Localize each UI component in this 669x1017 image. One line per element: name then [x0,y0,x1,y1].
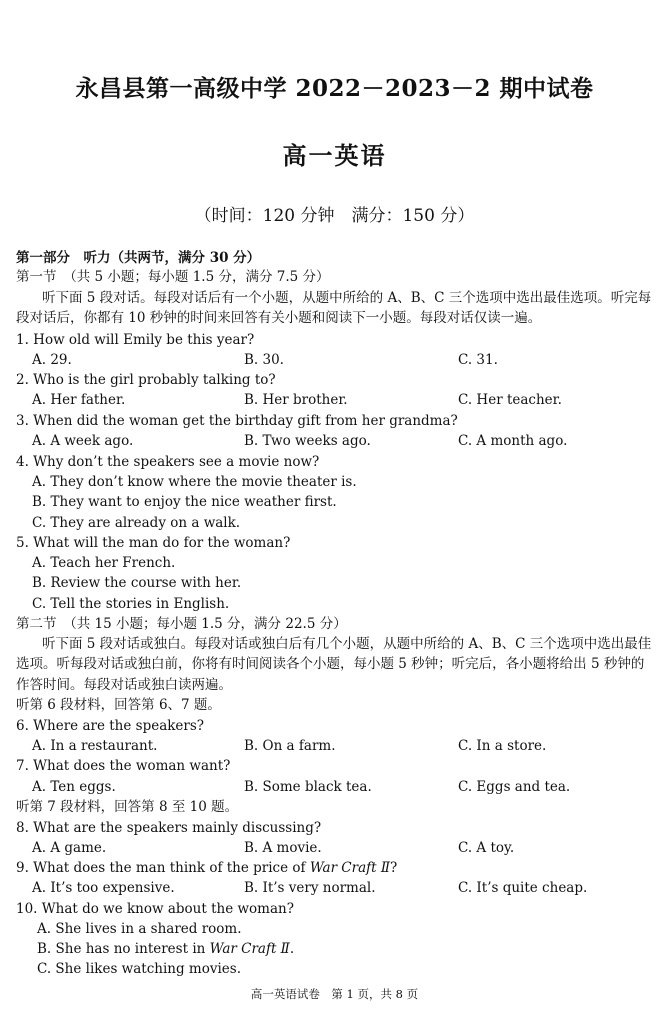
question-10: 10. What do we know about the woman? [16,901,294,917]
question-2: 2. Who is the girl probably talking to? [16,372,276,388]
option-3c: C. A month ago. [458,433,568,449]
question-7: 7. What does the woman want? [16,758,231,774]
option-7c: C. Eggs and tea. [458,779,571,795]
question-4: 4. Why don’t the speakers see a movie now? [16,454,320,470]
option-4a: A. They don’t know where the movie theater is. [32,474,357,490]
option-7b: B. Some black tea. [244,779,372,795]
option-1b: B. 30. [244,352,284,368]
option-4b: B. They want to enjoy the nice weather first. [32,494,337,510]
option-5b: B. Review the course with her. [32,575,242,591]
question-6: 6. Where are the speakers? [16,718,205,734]
option-3a: A. A week ago. [32,433,134,449]
option-7a: A. Ten eggs. [32,779,116,795]
option-2b: B. Her brother. [244,392,348,408]
exam-title: 永昌县第一高级中学 2022－2023－2 期中试卷 [75,75,594,102]
option-10b-text: B. She has no interest in [37,941,210,957]
option-6b: B. On a farm. [244,738,336,754]
time-info: （时间：120 分钟 满分：150 分） [194,206,475,226]
question-9-end: ? [390,860,398,876]
question-1: 1. How old will Emily be this year? [16,332,255,348]
question-9 [16,858,397,878]
question-3: 3. When did the woman get the birthday gift from her grandma? [16,413,458,429]
option-9b: B. It’s very normal. [244,880,376,896]
option-1c: C. 31. [458,352,498,368]
option-6c: C. In a store. [458,738,547,754]
option-10c: C. She likes watching movies. [37,961,241,977]
option-9c: C. It’s quite cheap. [458,880,588,896]
section1-heading: 第一节 （共 5 小题；每小题 1.5 分，满分 7.5 分） [16,269,330,285]
section2-instructions: 听下面 5 段对话或独白。每段对话或独白后有几个小题，从题中所给的 A、B、C 三个选项中选出最佳选项。听每段对话或独白前，你将有时间阅读各个小题，每小题 5 秒钟；听完后，各小题将给出 5 秒钟的作答时间。每段对话或独白读两遍。 [16,636,652,693]
part1-heading: 第一部分 听力（共两节，满分 30 分） [16,250,261,266]
material-7-note: 听第 7 段材料，回答第 8 至 10 题。 [16,799,239,815]
page-footer: 高一英语试卷 第 1 页，共 8 页 [250,987,419,1001]
subject-title: 高一英语 [282,141,387,170]
option-5a: A. Teach her French. [32,555,176,571]
question-8: 8. What are the speakers mainly discussing? [16,820,322,836]
option-10b [37,939,294,959]
option-8a: A. A game. [32,840,107,856]
option-4c: C. They are already on a walk. [32,515,241,531]
question-5: 5. What will the man do for the woman? [16,535,291,551]
option-1a: A. 29. [32,352,72,368]
option-6a: A. In a restaurant. [32,738,158,754]
option-2c: C. Her teacher. [458,392,562,408]
question-9-game-title: War Craft Ⅱ [309,860,391,876]
option-5c: C. Tell the stories in English. [32,596,230,612]
section1-instructions: 听下面 5 段对话。每段对话后有一个小题，从题中所给的 A、B、C 三个选项中选出最佳选项。听完每段对话后，你都有 10 秒钟的时间来回答有关小题和阅读下一小题。每段对话仅读一遍。 [16,290,652,327]
option-2a: A. Her father. [32,392,126,408]
section2-heading: 第二节 （共 15 小题；每小题 1.5 分，满分 22.5 分） [16,616,347,632]
option-8b: B. A movie. [244,840,322,856]
question-9-text: 9. What does the man think of the price of [16,860,310,876]
option-10b-end: . [289,941,295,957]
option-10a: A. She lives in a shared room. [37,921,242,937]
option-10b-game-title: War Craft Ⅱ [209,941,290,957]
material-6-note: 听第 6 段材料，回答第 6、7 题。 [16,697,221,713]
option-9a: A. It’s too expensive. [32,880,175,896]
option-3b: B. Two weeks ago. [244,433,371,449]
option-8c: C. A toy. [458,840,515,856]
